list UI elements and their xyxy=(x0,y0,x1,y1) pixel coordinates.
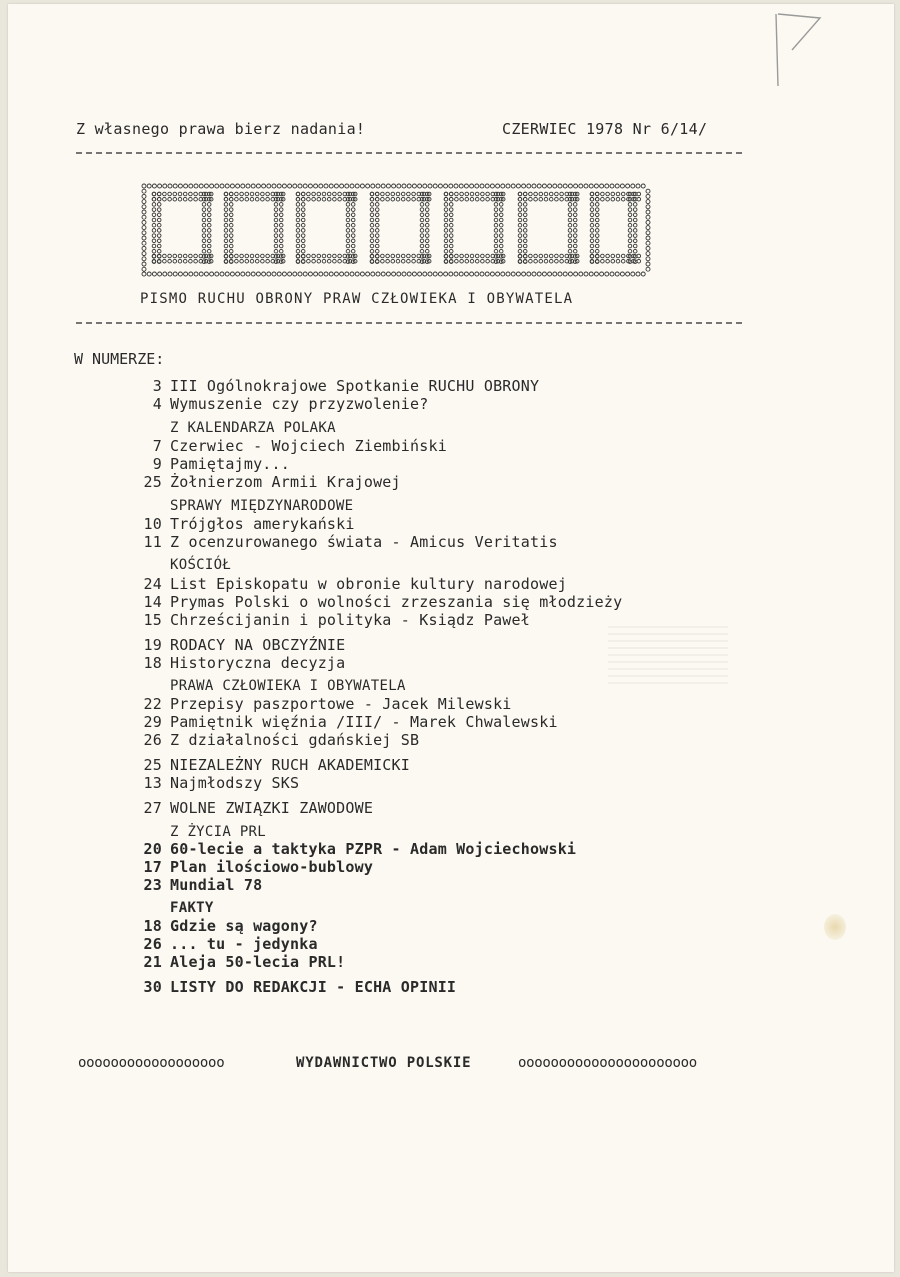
toc-entry-title: LISTY DO REDAKCJI - ECHA OPINII xyxy=(170,978,457,996)
document-page xyxy=(8,4,894,1272)
toc-entry-title: Przepisy paszportowe - Jacek Milewski xyxy=(170,695,512,713)
toc-entry xyxy=(128,917,318,935)
toc-entry-title: List Episkopatu w obronie kultury narodowej xyxy=(170,575,567,593)
toc-entry-title: Pamiętnik więźnia /III/ - Marek Chwalewski xyxy=(170,713,558,731)
toc-entry-title: III Ogólnokrajowe Spotkanie RUCHU OBRONY xyxy=(170,377,540,395)
toc-entry-title: Czerwiec - Wojciech Ziembiński xyxy=(170,437,447,455)
toc-entry xyxy=(128,437,447,455)
toc-page-number: 10 xyxy=(143,515,162,533)
toc-entry xyxy=(128,713,558,731)
toc-page-number: 11 xyxy=(143,533,162,551)
toc-entry xyxy=(128,593,622,611)
section-heading: Z ŻYCIA PRL xyxy=(170,824,267,840)
toc-entry xyxy=(128,575,567,593)
toc-entry-title: Prymas Polski o wolności zrzeszania się młodzieży xyxy=(170,593,623,611)
toc-entry xyxy=(128,774,299,792)
toc-entry-title: Gdzie są wagony? xyxy=(170,917,318,935)
corner-pencil-mark xyxy=(768,10,828,90)
toc-entry xyxy=(128,731,419,749)
toc-entry-title: Z ocenzurowanego świata - Amicus Veritatis xyxy=(170,533,558,551)
section-heading: PRAWA CZŁOWIEKA I OBYWATELA xyxy=(170,678,406,694)
toc-entry xyxy=(128,840,576,858)
toc-entry xyxy=(128,756,410,774)
publisher-name: WYDAWNICTWO POLSKIE xyxy=(296,1055,472,1071)
toc-entry xyxy=(128,799,373,817)
toc-entry-title: Pamiętajmy... xyxy=(170,455,290,473)
toc-entry xyxy=(128,654,345,672)
toc-page-number: 19 xyxy=(143,636,162,654)
toc-page-number: 18 xyxy=(143,917,162,935)
toc-page-number: 20 xyxy=(143,840,162,858)
toc-entry xyxy=(128,455,290,473)
toc-entry-title: 60-lecie a taktyka PZPR - Adam Wojciechowski xyxy=(170,840,577,858)
toc-entry xyxy=(128,695,512,713)
toc-page-number: 25 xyxy=(143,756,162,774)
toc-page-number: 23 xyxy=(143,876,162,894)
show-through-text xyxy=(608,624,728,684)
toc-page-number: 15 xyxy=(143,611,162,629)
toc-entry-title: Wymuszenie czy przyzwolenie? xyxy=(170,395,429,413)
toc-page-number: 18 xyxy=(143,654,162,672)
section-heading: SPRAWY MIĘDZYNARODOWE xyxy=(170,498,354,514)
toc-entry xyxy=(128,395,428,413)
toc-entry xyxy=(128,533,558,551)
toc-page-number: 29 xyxy=(143,713,162,731)
footer-ornament-left: oooooooooooooooooo xyxy=(78,1055,225,1071)
toc-page-number: 26 xyxy=(143,935,162,953)
toc-entry-title: Z działalności gdańskiej SB xyxy=(170,731,420,749)
toc-page-number: 13 xyxy=(143,774,162,792)
toc-entry xyxy=(128,978,456,996)
toc-page-number: 14 xyxy=(143,593,162,611)
toc-page-number: 21 xyxy=(143,953,162,971)
toc-page-number: 4 xyxy=(152,395,162,413)
toc-page-number: 25 xyxy=(143,473,162,491)
toc-entry-title: Trójgłos amerykański xyxy=(170,515,355,533)
toc-page-number: 26 xyxy=(143,731,162,749)
contents-title: W NUMERZE: xyxy=(74,350,165,368)
section-heading: Z KALENDARZA POLAKA xyxy=(170,420,336,436)
toc-page-number: 3 xyxy=(152,377,162,395)
toc-entry-title: WOLNE ZWIĄZKI ZAWODOWE xyxy=(170,799,374,817)
header-line xyxy=(76,120,736,138)
toc-page-number: 24 xyxy=(143,575,162,593)
toc-entry-title: Chrześcijanin i polityka - Ksiądz Paweł xyxy=(170,611,530,629)
toc-page-number: 17 xyxy=(143,858,162,876)
toc-entry-title: Żołnierzom Armii Krajowej xyxy=(170,473,401,491)
toc-entry-title: NIEZALEŻNY RUCH AKADEMICKI xyxy=(170,756,410,774)
toc-entry-title: Historyczna decyzja xyxy=(170,654,346,672)
toc-entry-title: Mundial 78 xyxy=(170,876,263,894)
toc-entry xyxy=(128,473,401,491)
toc-entry-title: RODACY NA OBCZYŹNIE xyxy=(170,636,346,654)
motto: Z własnego prawa bierz nadania! xyxy=(76,120,366,138)
toc-entry xyxy=(128,953,345,971)
footer-ornament-right: oooooooooooooooooooooo xyxy=(518,1055,697,1071)
section-heading: FAKTY xyxy=(170,900,214,916)
toc-page-number: 27 xyxy=(143,799,162,817)
toc-entry-title: Najmłodszy SKS xyxy=(170,774,300,792)
toc-entry xyxy=(128,876,262,894)
section-heading: KOŚCIÓŁ xyxy=(170,557,232,573)
masthead-subtitle: PISMO RUCHU OBRONY PRAW CZŁOWIEKA I OBYWATELA xyxy=(140,291,574,307)
toc-entry xyxy=(128,377,539,395)
toc-entry-title: Plan ilościowo-bublowy xyxy=(170,858,374,876)
toc-entry-title: Aleja 50-lecia PRL! xyxy=(170,953,346,971)
toc-entry xyxy=(128,858,373,876)
toc-entry xyxy=(128,611,530,629)
toc-page-number: 30 xyxy=(143,978,162,996)
toc-page-number: 9 xyxy=(152,455,162,473)
toc-page-number: 22 xyxy=(143,695,162,713)
masthead-logo xyxy=(140,182,652,278)
toc-entry-title: ... tu - jedynka xyxy=(170,935,318,953)
toc-page-number: 7 xyxy=(152,437,162,455)
toc-entry xyxy=(128,935,318,953)
issue-date-number: CZERWIEC 1978 Nr 6/14/ xyxy=(502,120,708,138)
top-divider xyxy=(76,152,742,154)
toc-entry xyxy=(128,636,345,654)
masthead-divider xyxy=(76,322,742,324)
toc-entry xyxy=(128,515,355,533)
paper-stain xyxy=(824,914,846,940)
